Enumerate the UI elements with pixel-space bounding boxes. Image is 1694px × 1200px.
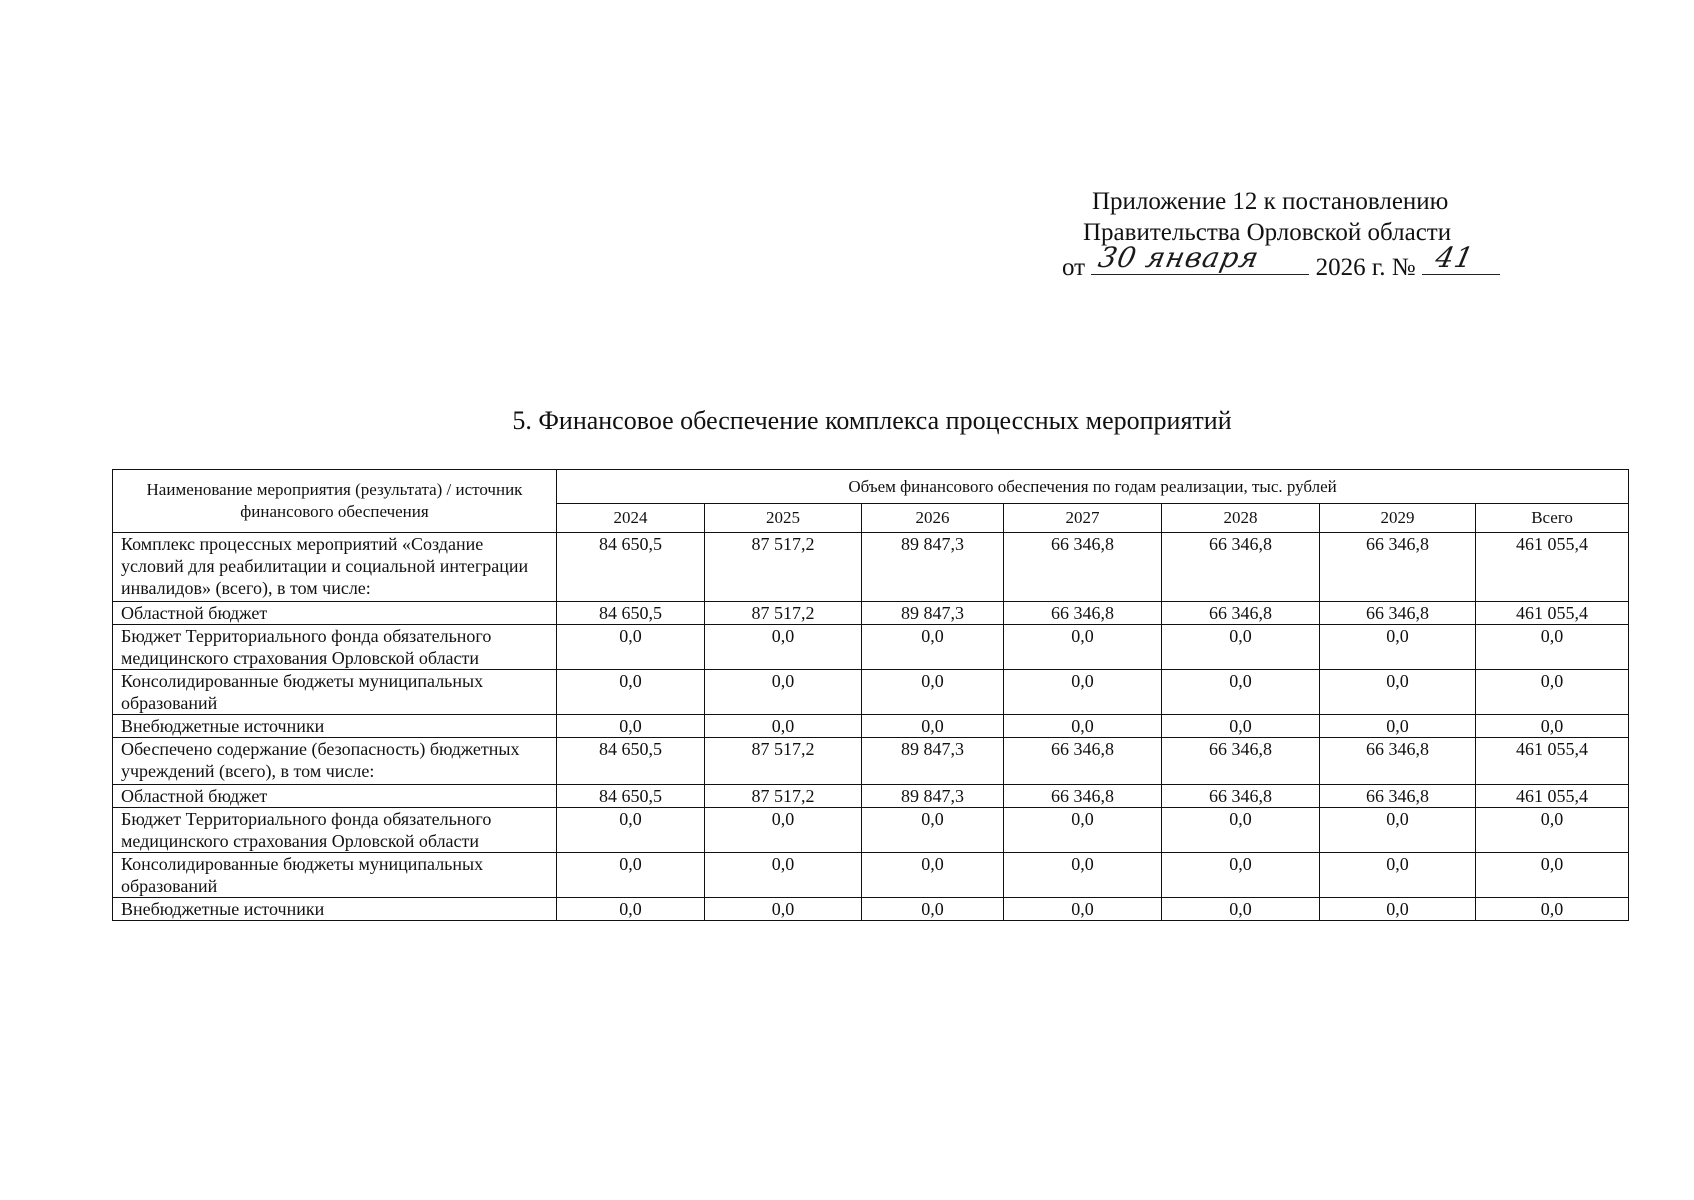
handwritten-date: 30 января	[1095, 241, 1263, 274]
from-prefix: от	[1062, 254, 1086, 281]
value-cell: 0,0	[1004, 670, 1162, 715]
value-cell: 0,0	[1320, 715, 1476, 738]
value-cell: 66 346,8	[1162, 785, 1320, 808]
value-cell: 66 346,8	[1004, 533, 1162, 602]
column-header: 2026	[862, 504, 1004, 533]
value-cell: 84 650,5	[557, 738, 705, 785]
value-cell: 89 847,3	[862, 533, 1004, 602]
value-cell: 0,0	[862, 898, 1004, 921]
column-header-total: Всего	[1476, 504, 1629, 533]
value-cell: 0,0	[705, 808, 862, 853]
value-cell: 0,0	[705, 898, 862, 921]
date-field	[1091, 241, 1309, 275]
value-cell: 0,0	[557, 898, 705, 921]
value-cell: 66 346,8	[1162, 602, 1320, 625]
value-cell: 0,0	[1162, 898, 1320, 921]
value-cell: 0,0	[1162, 670, 1320, 715]
section-title: 5. Финансовое обеспечение комплекса процессных мероприятий	[512, 406, 1232, 435]
table-row	[113, 738, 1629, 785]
table-row	[113, 715, 1629, 738]
value-cell: 0,0	[1162, 853, 1320, 898]
table-header-row	[113, 470, 1629, 504]
value-cell: 0,0	[1476, 853, 1629, 898]
appendix-line-2: Правительства Орловской области	[1083, 219, 1452, 246]
number-field	[1422, 241, 1500, 275]
row-name: Бюджет Территориального фонда обязательного медицинского страхования Орловской области	[113, 808, 557, 853]
appendix-header	[1050, 186, 1520, 283]
value-cell: 461 055,4	[1476, 602, 1629, 625]
value-cell: 0,0	[557, 670, 705, 715]
value-cell: 0,0	[1320, 808, 1476, 853]
value-cell: 0,0	[1004, 853, 1162, 898]
value-cell: 0,0	[705, 853, 862, 898]
value-cell: 0,0	[557, 808, 705, 853]
value-cell: 87 517,2	[705, 785, 862, 808]
value-cell: 0,0	[705, 715, 862, 738]
value-cell: 0,0	[1004, 625, 1162, 670]
name-column-header: Наименование мероприятия (результата) / источник финансового обеспечения	[113, 470, 557, 533]
volume-header: Объем финансового обеспечения по годам реализации, тыс. рублей	[557, 470, 1629, 504]
value-cell: 84 650,5	[557, 602, 705, 625]
value-cell: 87 517,2	[705, 738, 862, 785]
appendix-date-line	[1050, 241, 1520, 283]
value-cell: 0,0	[1162, 625, 1320, 670]
value-cell: 0,0	[1162, 808, 1320, 853]
value-cell: 461 055,4	[1476, 738, 1629, 785]
value-cell: 66 346,8	[1004, 602, 1162, 625]
value-cell: 0,0	[862, 853, 1004, 898]
table-row	[113, 853, 1629, 898]
value-cell: 66 346,8	[1162, 738, 1320, 785]
table-row	[113, 670, 1629, 715]
column-header: 2027	[1004, 504, 1162, 533]
value-cell: 0,0	[557, 853, 705, 898]
value-cell: 0,0	[705, 670, 862, 715]
table-row	[113, 808, 1629, 853]
table-row	[113, 785, 1629, 808]
row-name: Обеспечено содержание (безопасность) бюджетных учреждений (всего), в том числе:	[113, 738, 557, 785]
row-name: Внебюджетные источники	[113, 715, 557, 738]
row-name: Консолидированные бюджеты муниципальных образований	[113, 670, 557, 715]
column-header: 2025	[705, 504, 862, 533]
year-number-label: 2026 г. №	[1315, 254, 1416, 281]
value-cell: 66 346,8	[1320, 738, 1476, 785]
value-cell: 89 847,3	[862, 602, 1004, 625]
column-header: 2029	[1320, 504, 1476, 533]
value-cell: 0,0	[862, 670, 1004, 715]
table-row	[113, 533, 1629, 602]
value-cell: 84 650,5	[557, 785, 705, 808]
value-cell: 461 055,4	[1476, 533, 1629, 602]
value-cell: 0,0	[705, 625, 862, 670]
appendix-line-1: Приложение 12 к постановлению	[1092, 188, 1449, 215]
column-header: 2028	[1162, 504, 1320, 533]
value-cell: 0,0	[1476, 898, 1629, 921]
row-name: Бюджет Территориального фонда обязательного медицинского страхования Орловской области	[113, 625, 557, 670]
value-cell: 0,0	[1320, 853, 1476, 898]
value-cell: 89 847,3	[862, 738, 1004, 785]
value-cell: 66 346,8	[1320, 533, 1476, 602]
value-cell: 66 346,8	[1004, 738, 1162, 785]
value-cell: 0,0	[862, 808, 1004, 853]
row-name: Областной бюджет	[113, 785, 557, 808]
value-cell: 0,0	[1476, 625, 1629, 670]
row-name: Консолидированные бюджеты муниципальных образований	[113, 853, 557, 898]
value-cell: 0,0	[1320, 670, 1476, 715]
value-cell: 66 346,8	[1162, 533, 1320, 602]
value-cell: 0,0	[1320, 625, 1476, 670]
row-name: Комплекс процессных мероприятий «Создание условий для реабилитации и социальной интеграции инвалидов» (всего), в том числе:	[113, 533, 557, 602]
row-name: Внебюджетные источники	[113, 898, 557, 921]
value-cell: 89 847,3	[862, 785, 1004, 808]
value-cell: 66 346,8	[1004, 785, 1162, 808]
table-row	[113, 602, 1629, 625]
value-cell: 66 346,8	[1320, 785, 1476, 808]
value-cell: 87 517,2	[705, 533, 862, 602]
row-name: Областной бюджет	[113, 602, 557, 625]
table-row	[113, 898, 1629, 921]
value-cell: 66 346,8	[1320, 602, 1476, 625]
value-cell: 0,0	[1162, 715, 1320, 738]
value-cell: 0,0	[1004, 898, 1162, 921]
value-cell: 0,0	[557, 715, 705, 738]
value-cell: 0,0	[1476, 715, 1629, 738]
column-header: 2024	[557, 504, 705, 533]
table-row	[113, 625, 1629, 670]
value-cell: 0,0	[1476, 808, 1629, 853]
value-cell: 0,0	[862, 625, 1004, 670]
value-cell: 0,0	[1320, 898, 1476, 921]
value-cell: 84 650,5	[557, 533, 705, 602]
value-cell: 87 517,2	[705, 602, 862, 625]
value-cell: 0,0	[862, 715, 1004, 738]
table-body	[113, 533, 1629, 921]
value-cell: 0,0	[1004, 808, 1162, 853]
value-cell: 0,0	[557, 625, 705, 670]
handwritten-number: 41	[1432, 241, 1478, 274]
value-cell: 0,0	[1004, 715, 1162, 738]
value-cell: 0,0	[1476, 670, 1629, 715]
value-cell: 461 055,4	[1476, 785, 1629, 808]
financing-table	[112, 469, 1629, 921]
